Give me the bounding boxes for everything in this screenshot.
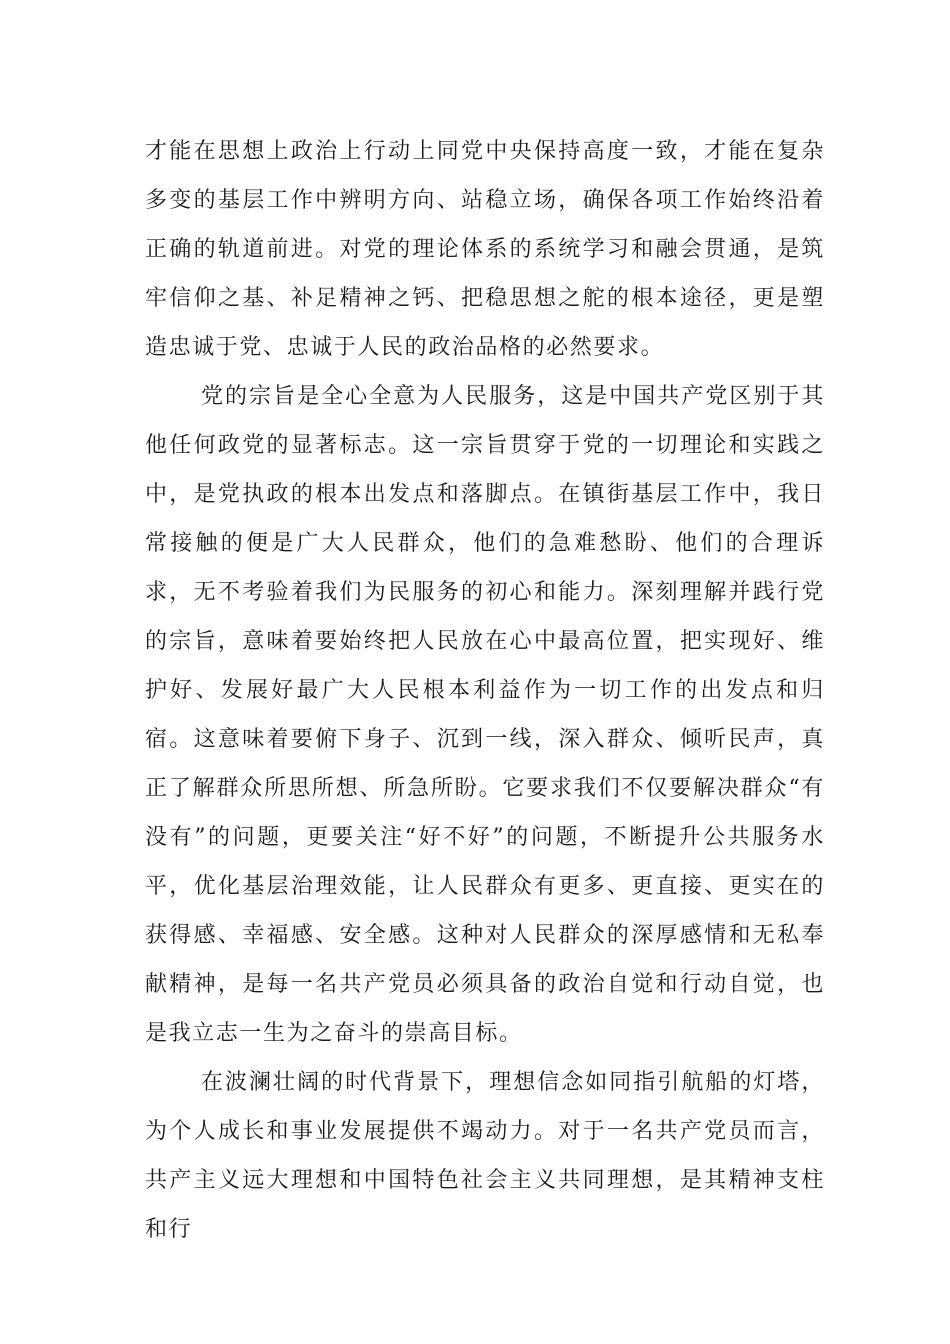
paragraph-3: 在波澜壮阔的时代背景下，理想信念如同指引航船的灯塔，为个人成长和事业发展提供不竭动力。对于一名共产党员而言，共产主义远大理想和中国特色社会主义共同理想，是其精神支柱和行 [145,1070,825,1242]
document-body [145,127,825,1254]
paragraph-1: 才能在思想上政治上行动上同党中央保持高度一致，才能在复杂多变的基层工作中辨明方向、站稳立场，确保各项工作始终沿着正确的轨道前进。对党的理论体系的系统学习和融会贯通，是筑牢信仰之基、补足精神之钙、把稳思想之舵的根本途径，更是塑造忠诚于党、忠诚于人民的政治品格的必然要求。 [145,139,825,360]
paragraph-2: 党的宗旨是全心全意为人民服务，这是中国共产党区别于其他任何政党的显著标志。这一宗旨贯穿于党的一切理论和实践之中，是党执政的根本出发点和落脚点。在镇街基层工作中，我日常接触的便是广大人民群众，他们的急难愁盼、他们的合理诉求，无不考验着我们为民服务的初心和能力。深刻理解并践行党的宗旨，意味着要始终把人民放在心中最高位置，把实现好、维护好、发展好最广大人民根本利益作为一切工作的出发点和归宿。这意味着要俯下身子、沉到一线，深入群众、倾听民声，真正了解群众所思所想、所急所盼。它要求我们不仅要解决群众“有没有”的问题，更要关注“好不好”的问题，不断提升公共服务水平，优化基层治理效能，让人民群众有更多、更直接、更实在的获得感、幸福感、安全感。这种对人民群众的深厚感情和无私奉献精神，是每一名共产党员必须具备的政治自觉和行动自觉，也是我立志一生为之奋斗的崇高目标。 [145,384,825,1046]
